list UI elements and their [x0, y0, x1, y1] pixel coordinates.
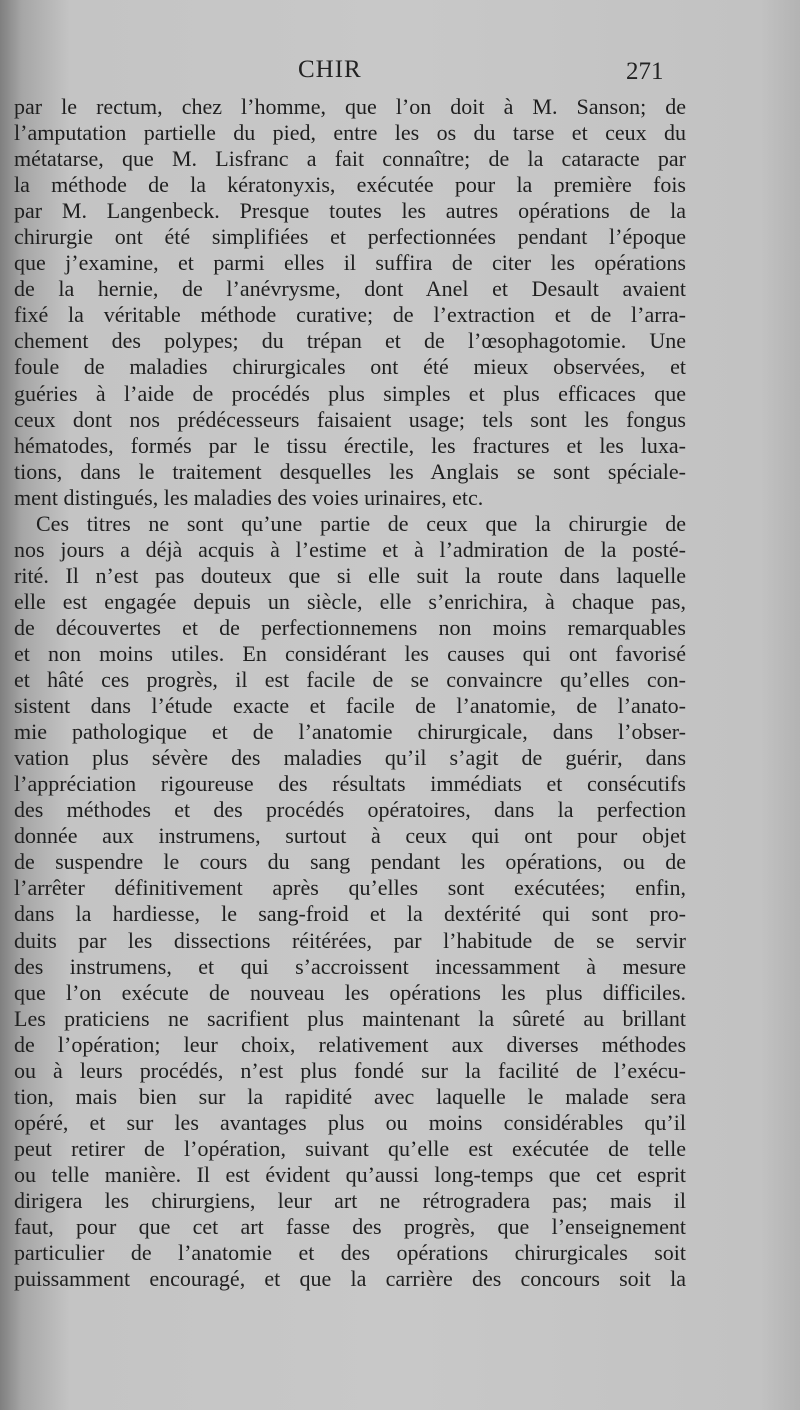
- text-line: mie pathologique et de l’anatomie chirurgicale, dans l’obser-: [14, 719, 686, 745]
- body-text: [14, 94, 686, 1292]
- text-line: dans la hardiesse, le sang-froid et la dextérité qui sont pro-: [14, 901, 686, 927]
- text-line: et hâté ces progrès, il est facile de se convaincre qu’elles con-: [14, 667, 686, 693]
- text-line: et non moins utiles. En considérant les causes qui ont favorisé: [14, 640, 686, 666]
- text-line: de découvertes et de perfectionnemens non moins remarquables: [14, 614, 686, 640]
- text-line: puissamment encouragé, et que la carrière des concours soit la: [14, 1266, 686, 1292]
- text-line: que j’examine, et parmi elles il suffira de citer les opérations: [14, 250, 686, 276]
- text-line: sistent dans l’étude exacte et facile de l’anatomie, de l’anato-: [14, 693, 686, 719]
- running-head: CHIR: [298, 56, 362, 83]
- text-line: hématodes, formés par le tissu érectile, les fractures et les luxa-: [14, 432, 686, 458]
- text-line: fixé la véritable méthode curative; de l’extraction et de l’arra-: [14, 302, 686, 328]
- text-line: des méthodes et des procédés opératoires, dans la perfection: [14, 797, 686, 823]
- text-line: l’arrêter définitivement après qu’elles sont exécutées; enfin,: [14, 875, 686, 901]
- text-line: ou à leurs procédés, n’est plus fondé sur la facilité de l’exécu-: [14, 1057, 686, 1083]
- text-line: tion, mais bien sur la rapidité avec laquelle le malade sera: [14, 1083, 686, 1109]
- text-line: vation plus sévère des maladies qu’il s’agit de guérir, dans: [14, 745, 686, 771]
- text-line: ceux dont nos prédécesseurs faisaient usage; tels sont les fongus: [14, 406, 686, 432]
- text-line: de la hernie, de l’anévrysme, dont Anel et Desault avaient: [14, 276, 686, 302]
- paragraph-2: [14, 511, 686, 1292]
- text-line: de suspendre le cours du sang pendant les opérations, ou de: [14, 849, 686, 875]
- text-line: métatarse, que M. Lisfranc a fait connaître; de la cataracte par: [14, 146, 686, 172]
- text-line: chement des polypes; du trépan et de l’œsophagotomie. Une: [14, 328, 686, 354]
- text-line: dirigera les chirurgiens, leur art ne rétrogradera pas; mais il: [14, 1187, 686, 1213]
- text-line: faut, pour que cet art fasse des progrès, que l’enseignement: [14, 1214, 686, 1240]
- text-line: Ces titres ne sont qu’une partie de ceux que la chirurgie de: [36, 510, 686, 536]
- text-line: l’amputation partielle du pied, entre les os du tarse et ceux du: [14, 120, 686, 146]
- text-line: foule de maladies chirurgicales ont été mieux observées, et: [14, 354, 686, 380]
- text-line: Les praticiens ne sacrifient plus maintenant la sûreté au brillant: [14, 1005, 686, 1031]
- page-header: [0, 56, 800, 96]
- text-line: rité. Il n’est pas douteux que si elle suit la route dans laquelle: [14, 562, 686, 588]
- text-line: elle est engagée depuis un siècle, elle s’enrichira, à chaque pas,: [14, 588, 686, 614]
- text-line: par le rectum, chez l’homme, que l’on doit à M. Sanson; de: [14, 94, 686, 119]
- text-line: ou telle manière. Il est évident qu’aussi long-temps que cet esprit: [14, 1161, 686, 1187]
- text-line: peut retirer de l’opération, suivant qu’elle est exécutée de telle: [14, 1135, 686, 1161]
- text-line: duits par les dissections réitérées, par l’habitude de se servir: [14, 927, 686, 953]
- text-line: guéries à l’aide de procédés plus simples et plus efficaces que: [14, 380, 686, 406]
- text-line: donnée aux instrumens, surtout à ceux qui ont pour objet: [14, 823, 686, 849]
- text-line: par M. Langenbeck. Presque toutes les autres opérations de la: [14, 198, 686, 224]
- text-line: opéré, et sur les avantages plus ou moins considérables qu’il: [14, 1109, 686, 1135]
- text-line: que l’on exécute de nouveau les opérations les plus difficiles.: [14, 979, 686, 1005]
- text-line: nos jours a déjà acquis à l’estime et à l’admiration de la posté-: [14, 536, 686, 562]
- text-line: la méthode de la kératonyxis, exécutée pour la première fois: [14, 172, 686, 198]
- text-line: de l’opération; leur choix, relativement aux diverses méthodes: [14, 1031, 686, 1057]
- paragraph-1: [14, 94, 686, 511]
- text-line: ment distingués, les maladies des voies urinaires, etc.: [14, 484, 484, 510]
- page-number: 271: [626, 58, 664, 85]
- text-line: l’appréciation rigoureuse des résultats immédiats et consécutifs: [14, 771, 686, 797]
- text-line: particulier de l’anatomie et des opérations chirurgicales soit: [14, 1240, 686, 1266]
- text-line: chirurgie ont été simplifiées et perfectionnées pendant l’époque: [14, 224, 686, 250]
- text-line: tions, dans le traitement desquelles les Anglais se sont spéciale-: [14, 458, 686, 484]
- text-line: des instrumens, et qui s’accroissent incessamment à mesure: [14, 953, 686, 979]
